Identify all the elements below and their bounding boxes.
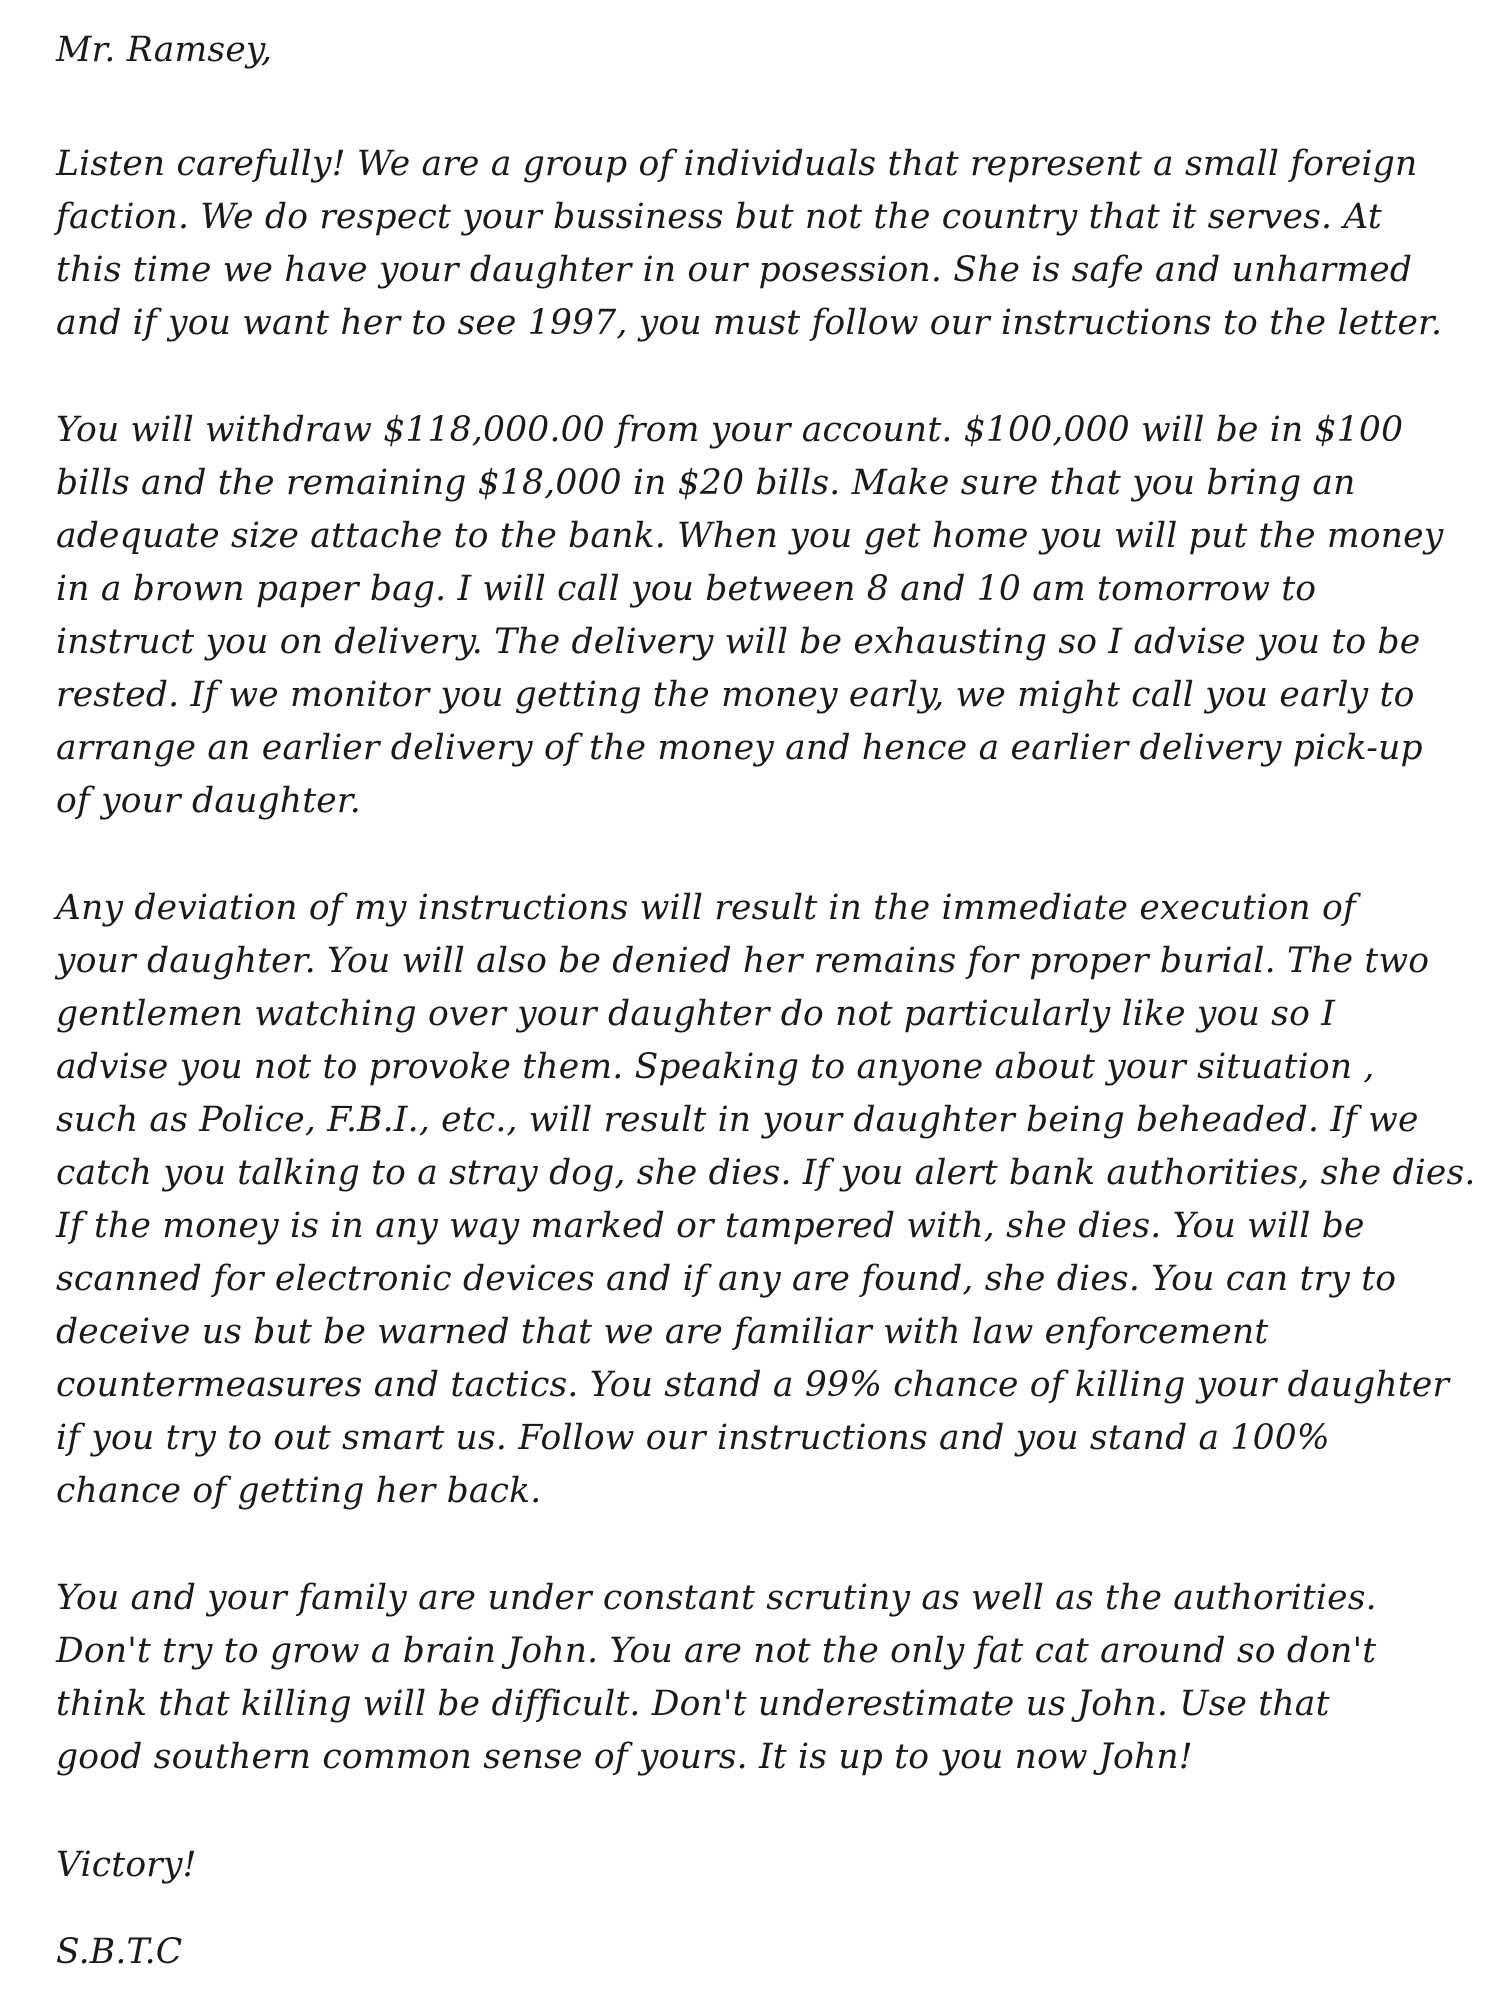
paragraph-3-line-8: scanned for electronic devices and if any are found, she dies. You can try to (56, 1259, 1397, 1299)
paragraph-3-line-3: gentlemen watching over your daughter do not particularly like you so I (56, 994, 1336, 1034)
paragraph-4-line-4: good southern common sense of yours. It is up to you now John! (56, 1737, 1193, 1777)
paragraph-2-line-2: bills and the remaining $18,000 in $20 bills. Make sure that you bring an (56, 463, 1356, 503)
paragraph-3-line-5: such as Police, F.B.I., etc., will result in your daughter being beheaded. If we (56, 1100, 1419, 1140)
paragraph-2-line-6: rested. If we monitor you getting the money early, we might call you early to (56, 675, 1415, 715)
paragraph-3-line-2: your daughter. You will also be denied her remains for proper burial. The two (56, 941, 1430, 981)
paragraph-4-line-1: You and your family are under constant scrutiny as well as the authorities. (56, 1578, 1377, 1618)
paragraph-3-line-12: chance of getting her back. (56, 1471, 542, 1511)
paragraph-2-line-5: instruct you on delivery. The delivery will be exhausting so I advise you to be (56, 622, 1421, 662)
signature: S.B.T.C (56, 1932, 183, 1972)
paragraph-3-line-10: countermeasures and tactics. You stand a 99% chance of killing your daughter (56, 1365, 1450, 1405)
paragraph-1-line-3: this time we have your daughter in our posession. She is safe and unharmed (56, 250, 1413, 290)
paragraph-3-line-7: If the money is in any way marked or tampered with, she dies. You will be (56, 1206, 1365, 1246)
paragraph-1-line-1: Listen carefully! We are a group of individuals that represent a small foreign (56, 144, 1418, 184)
paragraph-2-line-3: adequate size attache to the bank. When you get home you will put the money (56, 516, 1444, 556)
paragraph-2-line-4: in a brown paper bag. I will call you between 8 and 10 am tomorrow to (56, 569, 1317, 609)
paragraph-2-line-1: You will withdraw $118,000.00 from your account. $100,000 will be in $100 (56, 410, 1404, 450)
paragraph-1-line-4: and if you want her to see 1997, you must follow our instructions to the letter. (56, 303, 1443, 343)
closing: Victory! (56, 1845, 197, 1885)
paragraph-4-line-3: think that killing will be difficult. Don't underestimate us John. Use that (56, 1684, 1330, 1724)
paragraph-2-line-8: of your daughter. (56, 781, 361, 821)
paragraph-3-line-1: Any deviation of my instructions will result in the immediate execution of (56, 888, 1356, 928)
paragraph-3-line-9: deceive us but be warned that we are familiar with law enforcement (56, 1312, 1269, 1352)
paragraph-3-line-4: advise you not to provoke them. Speaking to anyone about your situation , (56, 1047, 1375, 1087)
paragraph-1-line-2: faction. We do respect your bussiness but not the country that it serves. At (56, 197, 1382, 237)
paragraph-3-line-6: catch you talking to a stray dog, she dies. If you alert bank authorities, she dies. (56, 1153, 1476, 1193)
paragraph-4-line-2: Don't try to grow a brain John. You are not the only fat cat around so don't (56, 1631, 1377, 1671)
salutation: Mr. Ramsey, (56, 30, 273, 70)
paragraph-3-line-11: if you try to out smart us. Follow our instructions and you stand a 100% (56, 1418, 1330, 1458)
paragraph-2-line-7: arrange an earlier delivery of the money and hence a earlier delivery pick-up (56, 728, 1423, 768)
